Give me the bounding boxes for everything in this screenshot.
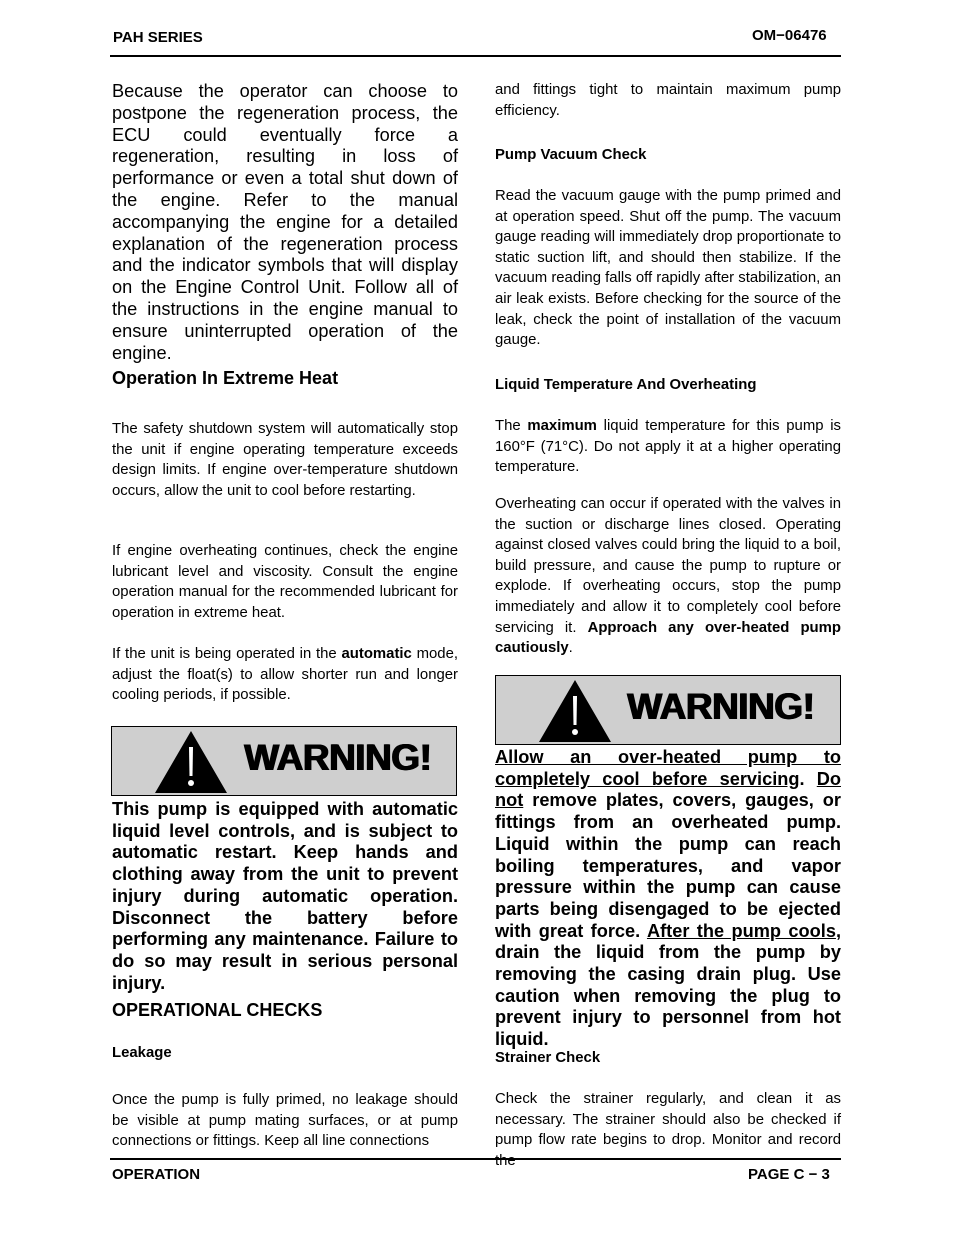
liquid-temperature-paragraph-1: The maximum liquid temperature for this pump is 160°F (71°C). Do not apply it at a higher operating temperature. [495,418,841,476]
leakage-continued: and fittings tight to maintain maximum pump efficiency. [495,82,841,119]
leakage-paragraph: Once the pump is fully primed, no leakage should be visible at pump mating surfaces, or at pump connections or fittings. Keep all line connections [112,1092,458,1150]
warning-triangle-icon [538,679,612,743]
warning-box-left [111,726,457,796]
extreme-heat-paragraph-1: The safety shutdown system will automatically stop the unit if engine operating temperature exceeds design limits. If engine over-temperature shutdown occurs, allow the unit to cool before restarting. [112,421,458,499]
extreme-heat-paragraph-3: If the unit is being operated in the automatic mode, adjust the float(s) to allow shorter run and longer cooling periods, if possible. [112,646,458,704]
header-rule [110,55,841,57]
strainer-check-paragraph: Check the strainer regularly, and clean it as necessary. The strainer should also be checked if pump flow rate begins to drop. Monitor and record the [495,1091,841,1169]
heading-extreme-heat: Operation In Extreme Heat [112,368,339,388]
footer-page-number: PAGE C − 3 [748,1166,830,1183]
liquid-temperature-paragraph-2: Overheating can occur if operated with the valves in the suction or discharge lines closed. Operating against closed valves could bring the liquid to a boil, build pressure, and cause the pump to rupture or explode. If overheating occurs, stop the pump immediately and allow it to completely cool before servicing it. Approach any over-heated pump cautiously. [495,496,841,657]
warning-text-right: Allow an over-heated pump to completely cool before servicing. Do not remove plates, covers, gauges, or fittings from an overheated pump. Liquid within the pump can reach boiling temperatures, and vapor pressure within the pump can cause parts being disengaged to be ejected with great force. After the pump cools, drain the liquid from the pump by removing the casing drain plug. Use caution when removing the plug to prevent injury to personnel from hot liquid. [495,747,841,1050]
heading-liquid-temperature: Liquid Temperature And Overheating [495,377,757,393]
heading-vacuum-check: Pump Vacuum Check [495,147,647,163]
warning-label-right: WARNING! [627,686,815,727]
warning-text-left: This pump is equipped with automatic liquid level controls, and is subject to automatic restart. Keep hands and clothing away from the unit to prevent injury during automatic operation. Disconnect the battery before performing any maintenance. Failure to do so may result in serious personal injury. [112,799,458,993]
header-doc-number: OM−06476 [752,27,827,44]
warning-label-left: WARNING! [244,737,432,778]
warning-box-right [495,675,841,745]
intro-paragraph: Because the operator can choose to postpone the regeneration process, the ECU could eventually force a regeneration, resulting in loss of performance or even a total shut down of the engine. Refer to the manual accompanying the engine for a detailed explanation of the regeneration process and the indicator symbols that will display on the Engine Control Unit. Follow all of the instructions in the engine manual to ensure uninterrupted operation of the engine. [112,81,458,363]
heading-strainer-check: Strainer Check [495,1050,601,1066]
extreme-heat-paragraph-2: If engine overheating continues, check the engine lubricant level and viscosity. Consult the engine operation manual for the recommended lubricant for operation in extreme heat. [112,543,458,621]
warning-triangle-icon [154,730,228,794]
heading-leakage: Leakage [112,1045,172,1061]
vacuum-check-paragraph: Read the vacuum gauge with the pump primed and at operation speed. Shut off the pump. The vacuum gauge reading will immediately drop proportionate to static suction lift, and should then stabilize. If the vacuum reading falls off rapidly after stabilization, an air leak exists. Before checking for the source of the leak, check the point of installation of the vacuum gauge. [495,188,841,349]
heading-operational-checks: OPERATIONAL CHECKS [112,1000,323,1020]
footer-section: OPERATION [112,1166,201,1183]
header-series: PAH SERIES [113,29,203,46]
footer-rule [110,1158,841,1160]
